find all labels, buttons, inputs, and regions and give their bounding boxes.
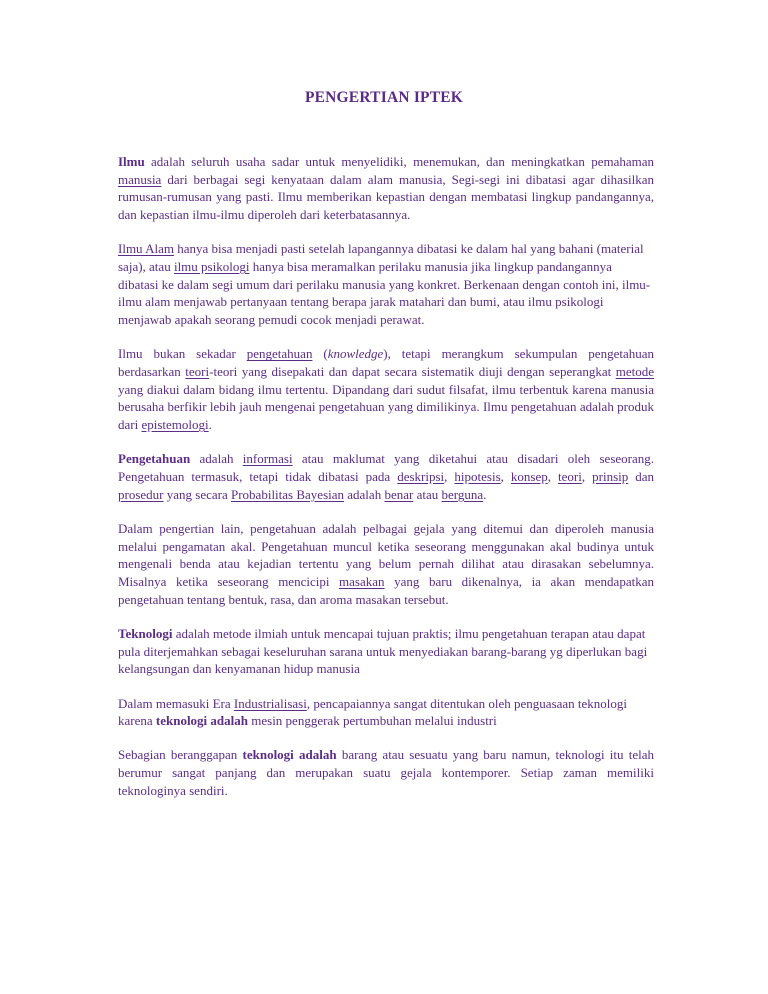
text-run: adalah (190, 451, 243, 467)
text-run: adalah seluruh usaha sadar untuk menyelidiki, menemukan, dan meningkatkan pemahaman (144, 154, 654, 169)
hyperlink[interactable]: prinsip (592, 469, 629, 485)
hyperlink[interactable]: manusia (118, 171, 162, 187)
text-run: . (208, 417, 212, 433)
hyperlink[interactable]: pengetahuan (246, 346, 313, 362)
text-run: . (483, 486, 487, 502)
hyperlink[interactable]: berguna (441, 486, 484, 502)
paragraph-ilmu-bukan (118, 345, 654, 434)
hyperlink[interactable]: prosedur (118, 486, 164, 502)
bold-term: Teknologi (118, 625, 173, 641)
text-run: ), tetapi merangkum sekumpulan pengetahuan berdasarkan (118, 346, 654, 380)
text-run: hanya bisa meramalkan perilaku manusia jika lingkup pandangannya dibatasi ke dalam segi umum dari perilaku manusia yang konkret. Berkenaan dengan contoh ini, ilmu-ilmu alam menjawab pertanyaan tentang berapa jarak matahari dan bumi, atau ilmu psikologi menjawab apakah seorang pemudi cocok menjadi perawat. (118, 259, 651, 328)
bold-term: Ilmu (118, 154, 145, 169)
text-run: dari berbagai segi kenyataan dalam alam manusia, Segi-segi ini dibatasi agar dihasilkan rumusan-rumusan yang pasti. Ilmu memberikan kepastian dengan membatasi lingkup pandangannya, dan kepastian ilmu-ilmu diperoleh dari keterbatasannya. (118, 171, 654, 223)
text-run: , (547, 469, 559, 485)
text-run: , pencapaiannya sangat ditentukan oleh penguasaan teknologi karena (118, 695, 628, 729)
text-run: Sebagian beranggapan (118, 747, 243, 763)
text-run: atau maklumat yang diketahui atau disadari oleh seseorang. Pengetahuan termasuk, tetapi tidak dibatasi pada (118, 451, 654, 485)
hyperlink[interactable]: teori (185, 364, 210, 380)
hyperlink[interactable]: Probabilitas Bayesian (231, 486, 345, 502)
hyperlink[interactable]: ilmu psikologi (173, 259, 250, 275)
bold-term: teknologi adalah (242, 747, 337, 763)
text-run: yang diakui dalam bidang ilmu tertentu. Dipandang dari sudut filsafat, ilmu terbentuk karena manusia berusaha berfikir lebih jauh mengenai pengetahuan yang dimilikinya. Ilmu pengetahuan adalah produk dari (118, 381, 654, 433)
text-run: yang secara (163, 486, 231, 502)
paragraph-pengetahuan (118, 450, 654, 503)
hyperlink[interactable]: Ilmu Alam (118, 241, 174, 257)
paragraph-pengertian-lain (118, 520, 654, 609)
text-run: adalah (344, 486, 385, 502)
hyperlink[interactable]: benar (384, 486, 414, 502)
paragraph-ilmu (118, 153, 654, 224)
hyperlink[interactable]: hipotesis (454, 469, 501, 485)
paragraph-sebagian (118, 746, 654, 799)
hyperlink[interactable]: Industrialisasi (233, 695, 307, 711)
text-run: atau (413, 486, 442, 502)
text-run: , (500, 469, 511, 485)
hyperlink[interactable]: deskripsi (397, 469, 445, 485)
hyperlink[interactable]: konsep (510, 469, 548, 485)
paragraph-teknologi (118, 625, 654, 678)
paragraph-era-industrialisasi (118, 695, 654, 730)
bold-term: teknologi adalah (155, 713, 248, 729)
text-run: , (444, 469, 455, 485)
italic-term: knowledge (327, 346, 384, 362)
text-run: , (581, 469, 593, 485)
text-run: -teori yang disepakati dan dapat secara sistematik diuji dengan seperangkat (209, 364, 616, 380)
document-body (118, 153, 654, 816)
text-run: Dalam memasuki Era (118, 695, 234, 711)
paragraph-ilmu-alam (118, 240, 654, 329)
text-run: adalah metode ilmiah untuk mencapai tujuan praktis; ilmu pengetahuan terapan atau dapat pula diterjemahkan sebagai keseluruhan sarana untuk menyediakan barang-barang yg diperlukan bagi kelangsungan dan kenyamanan hidup manusia (118, 625, 648, 677)
text-run: ( (312, 346, 328, 362)
hyperlink[interactable]: informasi (242, 451, 293, 467)
hyperlink[interactable]: metode (615, 364, 654, 380)
text-run: barang atau sesuatu yang baru namun, teknologi itu telah berumur sangat panjang dan merupakan suatu gejala kontemporer. Setiap zaman memiliki teknologinya sendiri. (118, 747, 655, 798)
text-run: mesin penggerak pertumbuhan melalui industri (248, 713, 497, 729)
hyperlink[interactable]: masakan (339, 574, 385, 590)
hyperlink[interactable]: epistemologi (141, 417, 209, 433)
text-run: hanya bisa menjadi pasti setelah lapangannya dibatasi ke dalam hal yang bahani (material saja), atau (118, 241, 644, 275)
text-run: Ilmu bukan sekadar (118, 346, 247, 362)
text-run: yang baru dikenalnya, ia akan mendapatkan pengetahuan tentang bentuk, rasa, dan aroma masakan tersebut. (118, 574, 654, 607)
text-run: dan (628, 469, 655, 485)
page-title: PENGERTIAN IPTEK (304, 89, 464, 106)
text-run: Dalam pengertian lain, pengetahuan adalah pelbagai gejala yang ditemui dan diperoleh manusia melalui pengamatan akal. Pengetahuan muncul ketika seseorang menggunakan akal budinya untuk mengenali benda atau kejadian tertentu yang belum pernah dilihat atau dirasakan sebelumnya. Misalnya ketika seseorang mencicipi (118, 520, 654, 590)
hyperlink[interactable]: teori (558, 469, 582, 485)
bold-term: Pengetahuan (118, 451, 191, 467)
